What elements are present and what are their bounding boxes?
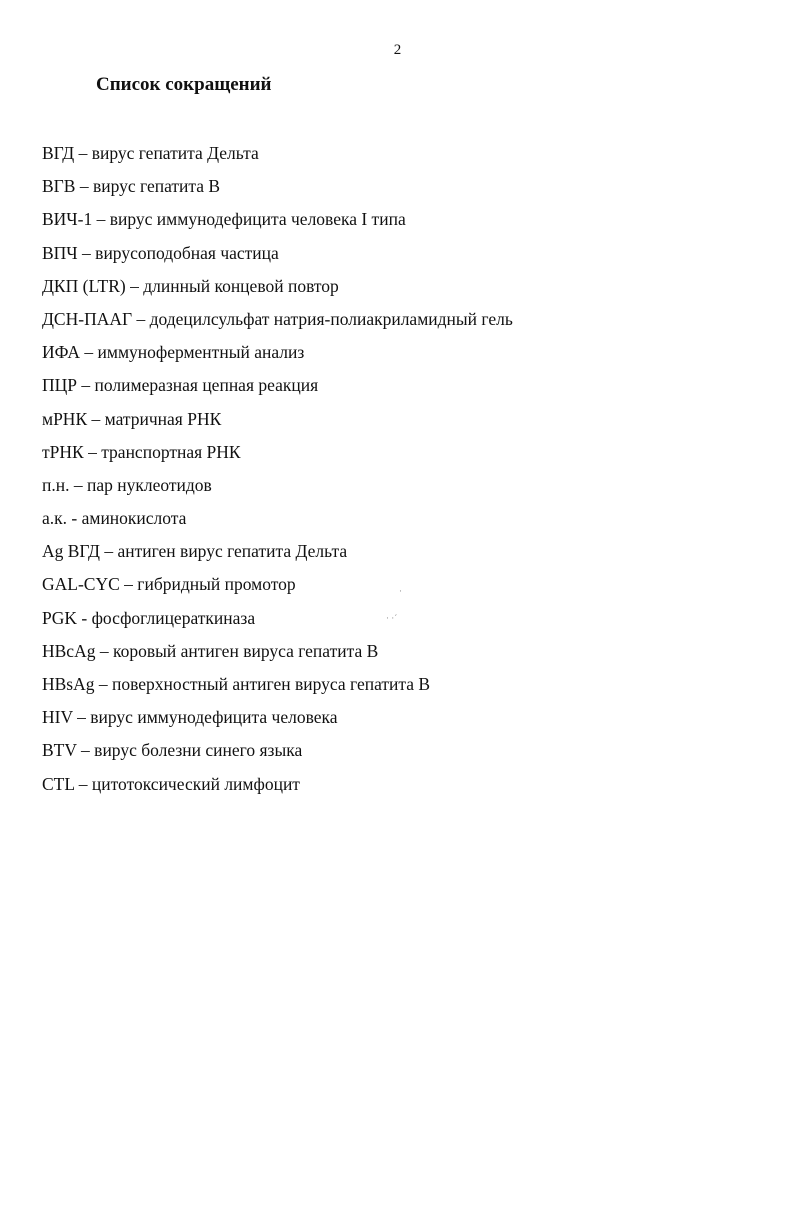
page-title: Список сокращений bbox=[96, 74, 272, 95]
list-item: HBsAg – поверхностный антиген вируса гепатита В bbox=[42, 674, 431, 694]
list-item: GAL-CYC – гибридный промотор bbox=[42, 574, 296, 595]
list-item: ПЦР – полимеразная цепная реакция bbox=[42, 375, 319, 396]
list-item: ДКП (LTR) – длинный концевой повтор bbox=[42, 275, 339, 296]
list-item: ДСН-ПААГ – додецилсульфат натрия-полиакриламидный гель bbox=[42, 308, 513, 329]
list-item: PGK - фосфоглицераткиназа bbox=[42, 607, 256, 628]
list-item: п.н. – пар нуклеотидов bbox=[42, 474, 212, 495]
abbreviation-list bbox=[42, 142, 762, 806]
scan-speck: · bbox=[399, 586, 402, 596]
list-item: мРНК – матричная РНК bbox=[42, 408, 222, 429]
list-item: ИФА – иммуноферментный анализ bbox=[42, 342, 305, 363]
list-item: CTL – цитотоксический лимфоцит bbox=[42, 773, 300, 794]
list-item: тРНК – транспортная РНК bbox=[42, 441, 241, 462]
list-item: HIV – вирус иммунодефицита человека bbox=[42, 707, 338, 728]
list-item: BTV – вирус болезни синего языка bbox=[42, 740, 303, 761]
list-item: ВПЧ – вирусоподобная частица bbox=[42, 242, 279, 263]
list-item: ВГД – вирус гепатита Дельта bbox=[42, 143, 259, 163]
scan-speck: · ·´ bbox=[386, 613, 398, 623]
page-number: 2 bbox=[393, 42, 402, 58]
list-item: ВИЧ-1 – вирус иммунодефицита человека I типа bbox=[42, 209, 406, 230]
list-item: ВГВ – вирус гепатита В bbox=[42, 176, 221, 197]
list-item: Ag ВГД – антиген вирус гепатита Дельта bbox=[42, 541, 348, 562]
list-item: HBcAg – коровый антиген вируса гепатита В bbox=[42, 640, 379, 661]
list-item: а.к. - аминокислота bbox=[42, 508, 187, 529]
